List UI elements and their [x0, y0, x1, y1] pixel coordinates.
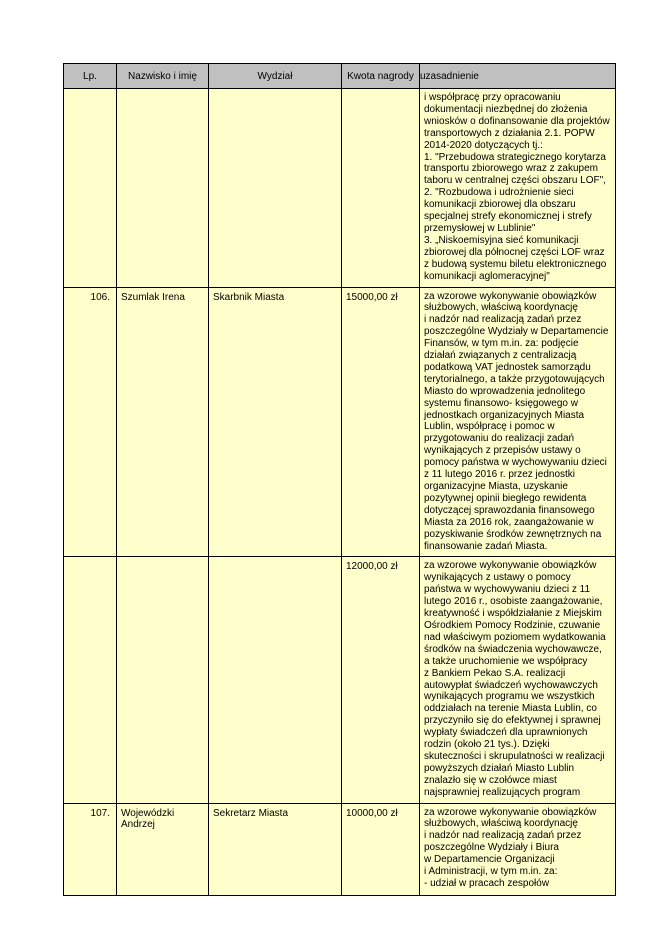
- cell-department: Skarbnik Miasta: [209, 287, 342, 557]
- cell-amount: [342, 89, 420, 288]
- justification-line: skuteczności i skrupulatności w realizacji: [424, 750, 605, 762]
- justification-line: wynikających z ustawy o pomocy: [424, 572, 571, 584]
- name-line: Wojewódzki: [121, 807, 175, 819]
- justification-line: poszczególne Wydziały w Departamencie: [424, 326, 609, 338]
- cell-justification: [420, 557, 616, 803]
- justification-line: podatkową VAT jednostek samorządu: [424, 361, 591, 373]
- justification-line: transportowych z działania 2.1. POPW: [424, 127, 595, 139]
- justification-line: służbowych, właściwą koordynację: [424, 818, 578, 830]
- justification-line: systemu finansowo- księgowego w: [424, 397, 578, 409]
- table-row: [64, 557, 616, 803]
- justification-line: dotyczącej sprawozdania finansowego: [424, 504, 595, 516]
- cell-lp: 106.: [64, 287, 117, 557]
- name-line: Andrzej: [121, 819, 155, 831]
- justification-line: w Departamencie Organizacji: [424, 854, 555, 866]
- justification-line: rodzin (około 21 tys.). Dzięki: [424, 739, 550, 751]
- cell-amount: 12000,00 zł: [342, 557, 420, 803]
- justification-line: kreatywność i współdziałanie z Miejskim: [424, 608, 602, 620]
- justification-line: Miasta za 2016 rok, zaangażowanie w: [424, 516, 594, 528]
- justification-line: transportu zbiorowego wraz z zakupem: [424, 163, 598, 175]
- justification-line: 2. "Rozbudowa i udrożnienie sieci: [424, 187, 574, 199]
- justification-line: autowypłat świadczeń wychowawczych: [424, 679, 598, 691]
- justification-line: organizacyjne Miasta, uzyskanie: [424, 481, 568, 492]
- justification-line: przygotowaniu do realizacji zadań: [424, 433, 575, 445]
- justification-line: wynikających z przepisów ustawy o: [424, 445, 581, 457]
- justification-line: pozyskiwanie środków zewnętrznych na: [424, 528, 602, 540]
- justification-line: oddziałach na terenie Miasta Lublin, co: [424, 703, 597, 715]
- cell-amount: 15000,00 zł: [342, 287, 420, 557]
- justification-line: z budową systemu biletu elektronicznego: [424, 258, 607, 270]
- justification-line: lutego 2016 r., osobiste zaangażowanie,: [424, 596, 603, 608]
- cell-lp: [64, 89, 117, 288]
- justification-line: 1. "Przebudowa strategicznego korytarza: [424, 151, 606, 163]
- header-name: Nazwisko i imię: [117, 64, 209, 89]
- cell-lp: [64, 557, 117, 803]
- table-row: [64, 89, 616, 288]
- cell-amount: 10000,00 zł: [342, 803, 420, 895]
- justification-line: za wzorowe wykonywanie obowiązków: [424, 560, 597, 572]
- justification-line: znalazło się w czołówce miast: [424, 774, 557, 786]
- justification-line: i nadzór nad realizacją zadań przez: [424, 830, 582, 842]
- justification-line: pozytywnej opinii biegłego rewidenta: [424, 492, 587, 504]
- justification-line: Lublin, współpracę i pomoc w: [424, 421, 555, 433]
- justification-line: komunikacji zbiorowej dla obszaru: [424, 199, 576, 211]
- header-amount: Kwota nagrody: [342, 64, 420, 89]
- justification-line: dokumentacji niezbędnej do złożenia: [424, 103, 588, 115]
- cell-department: Sekretarz Miasta: [209, 803, 342, 895]
- header-department: Wydział: [209, 64, 342, 89]
- justification-line: Finansów, w tym m.in. za: podjęcie: [424, 338, 579, 350]
- justification-line: wynikających programu we wszystkich: [424, 691, 595, 703]
- justification-line: jednostkach organizacyjnych Miasta: [424, 409, 585, 421]
- justification-line: z Bankiem Pekao S.A. realizacji: [424, 667, 566, 679]
- justification-line: powyższych działań Miasto Lublin: [424, 762, 575, 774]
- justification-line: Ośrodkiem Pomocy Rodzinie, czuwanie: [424, 619, 601, 631]
- justification-line: wypłaty świadczeń dla uprawnionych: [424, 727, 588, 739]
- justification-line: za wzorowe wykonywanie obowiązków: [424, 806, 597, 818]
- table-header-row: [64, 64, 616, 89]
- cell-name: Szumlak Irena: [117, 287, 209, 557]
- justification-line: komunikacji aglomeracyjnej": [424, 270, 550, 282]
- header-lp: Lp.: [64, 64, 117, 89]
- justification-line: przyczyniło się do efektywnej i sprawnej: [424, 715, 601, 727]
- justification-line: taboru w centralnej części obszaru LOF",: [424, 175, 606, 187]
- justification-line: zbiorowej dla północnej części LOF wraz: [424, 246, 605, 258]
- cell-lp: 107.: [64, 803, 117, 895]
- justification-line: przemysłowej w Lublinie": [424, 222, 536, 234]
- cell-department: [209, 89, 342, 288]
- justification-line: za wzorowe wykonywanie obowiązków: [424, 290, 597, 302]
- justification-line: z 11 lutego 2016 r. przez jednostki: [424, 469, 576, 481]
- table-row: [64, 287, 616, 557]
- justification-line: finansowanie zadań Miasta.: [424, 540, 548, 552]
- justification-line: najsprawniej realizujących program: [424, 786, 581, 798]
- cell-department: [209, 557, 342, 803]
- justification-line: pomocy państwa w wychowywaniu dzieci: [424, 457, 607, 469]
- justification-line: i Administracji, w tym m.in. za:: [424, 866, 558, 878]
- justification-line: działań związanych z centralizacją: [424, 350, 577, 362]
- cell-name: [117, 557, 209, 803]
- awards-table: [63, 63, 616, 896]
- justification-line: terytorialnego, a także przygotowujących: [424, 373, 605, 385]
- cell-name: [117, 89, 209, 288]
- cell-name: [117, 803, 209, 895]
- cell-justification: [420, 803, 616, 895]
- table-row: [64, 803, 616, 895]
- cell-justification: [420, 287, 616, 557]
- justification-line: nad właściwym poziomem wydatkowania: [424, 631, 606, 643]
- justification-line: i nadzór nad realizacją zadań przez: [424, 314, 582, 326]
- justification-line: 2014-2020 dotyczących tj.:: [424, 139, 543, 151]
- header-justification: uzasadnienie: [420, 64, 616, 89]
- justification-line: państwa w wychowywaniu dzieci z 11: [424, 584, 591, 596]
- justification-line: służbowych, właściwą koordynację: [424, 302, 578, 314]
- justification-line: - udział w pracach zespołów: [424, 878, 550, 889]
- justification-line: środków na świadczenia wychowawcze,: [424, 643, 602, 655]
- justification-line: poszczególne Wydziały i Biura: [424, 842, 559, 854]
- justification-line: 3. „Niskoemisyjna sieć komunikacji: [424, 234, 579, 246]
- justification-line: Miasto do wprowadzenia jednolitego: [424, 385, 586, 397]
- justification-line: wniosków o dofinansowanie dla projektów: [424, 115, 610, 127]
- justification-line: i współpracę przy opracowaniu: [424, 92, 561, 103]
- cell-justification: [420, 89, 616, 288]
- justification-line: a także uruchomienie we współpracy: [424, 655, 588, 667]
- justification-line: specjalnej strefy ekonomicznej i strefy: [424, 211, 592, 223]
